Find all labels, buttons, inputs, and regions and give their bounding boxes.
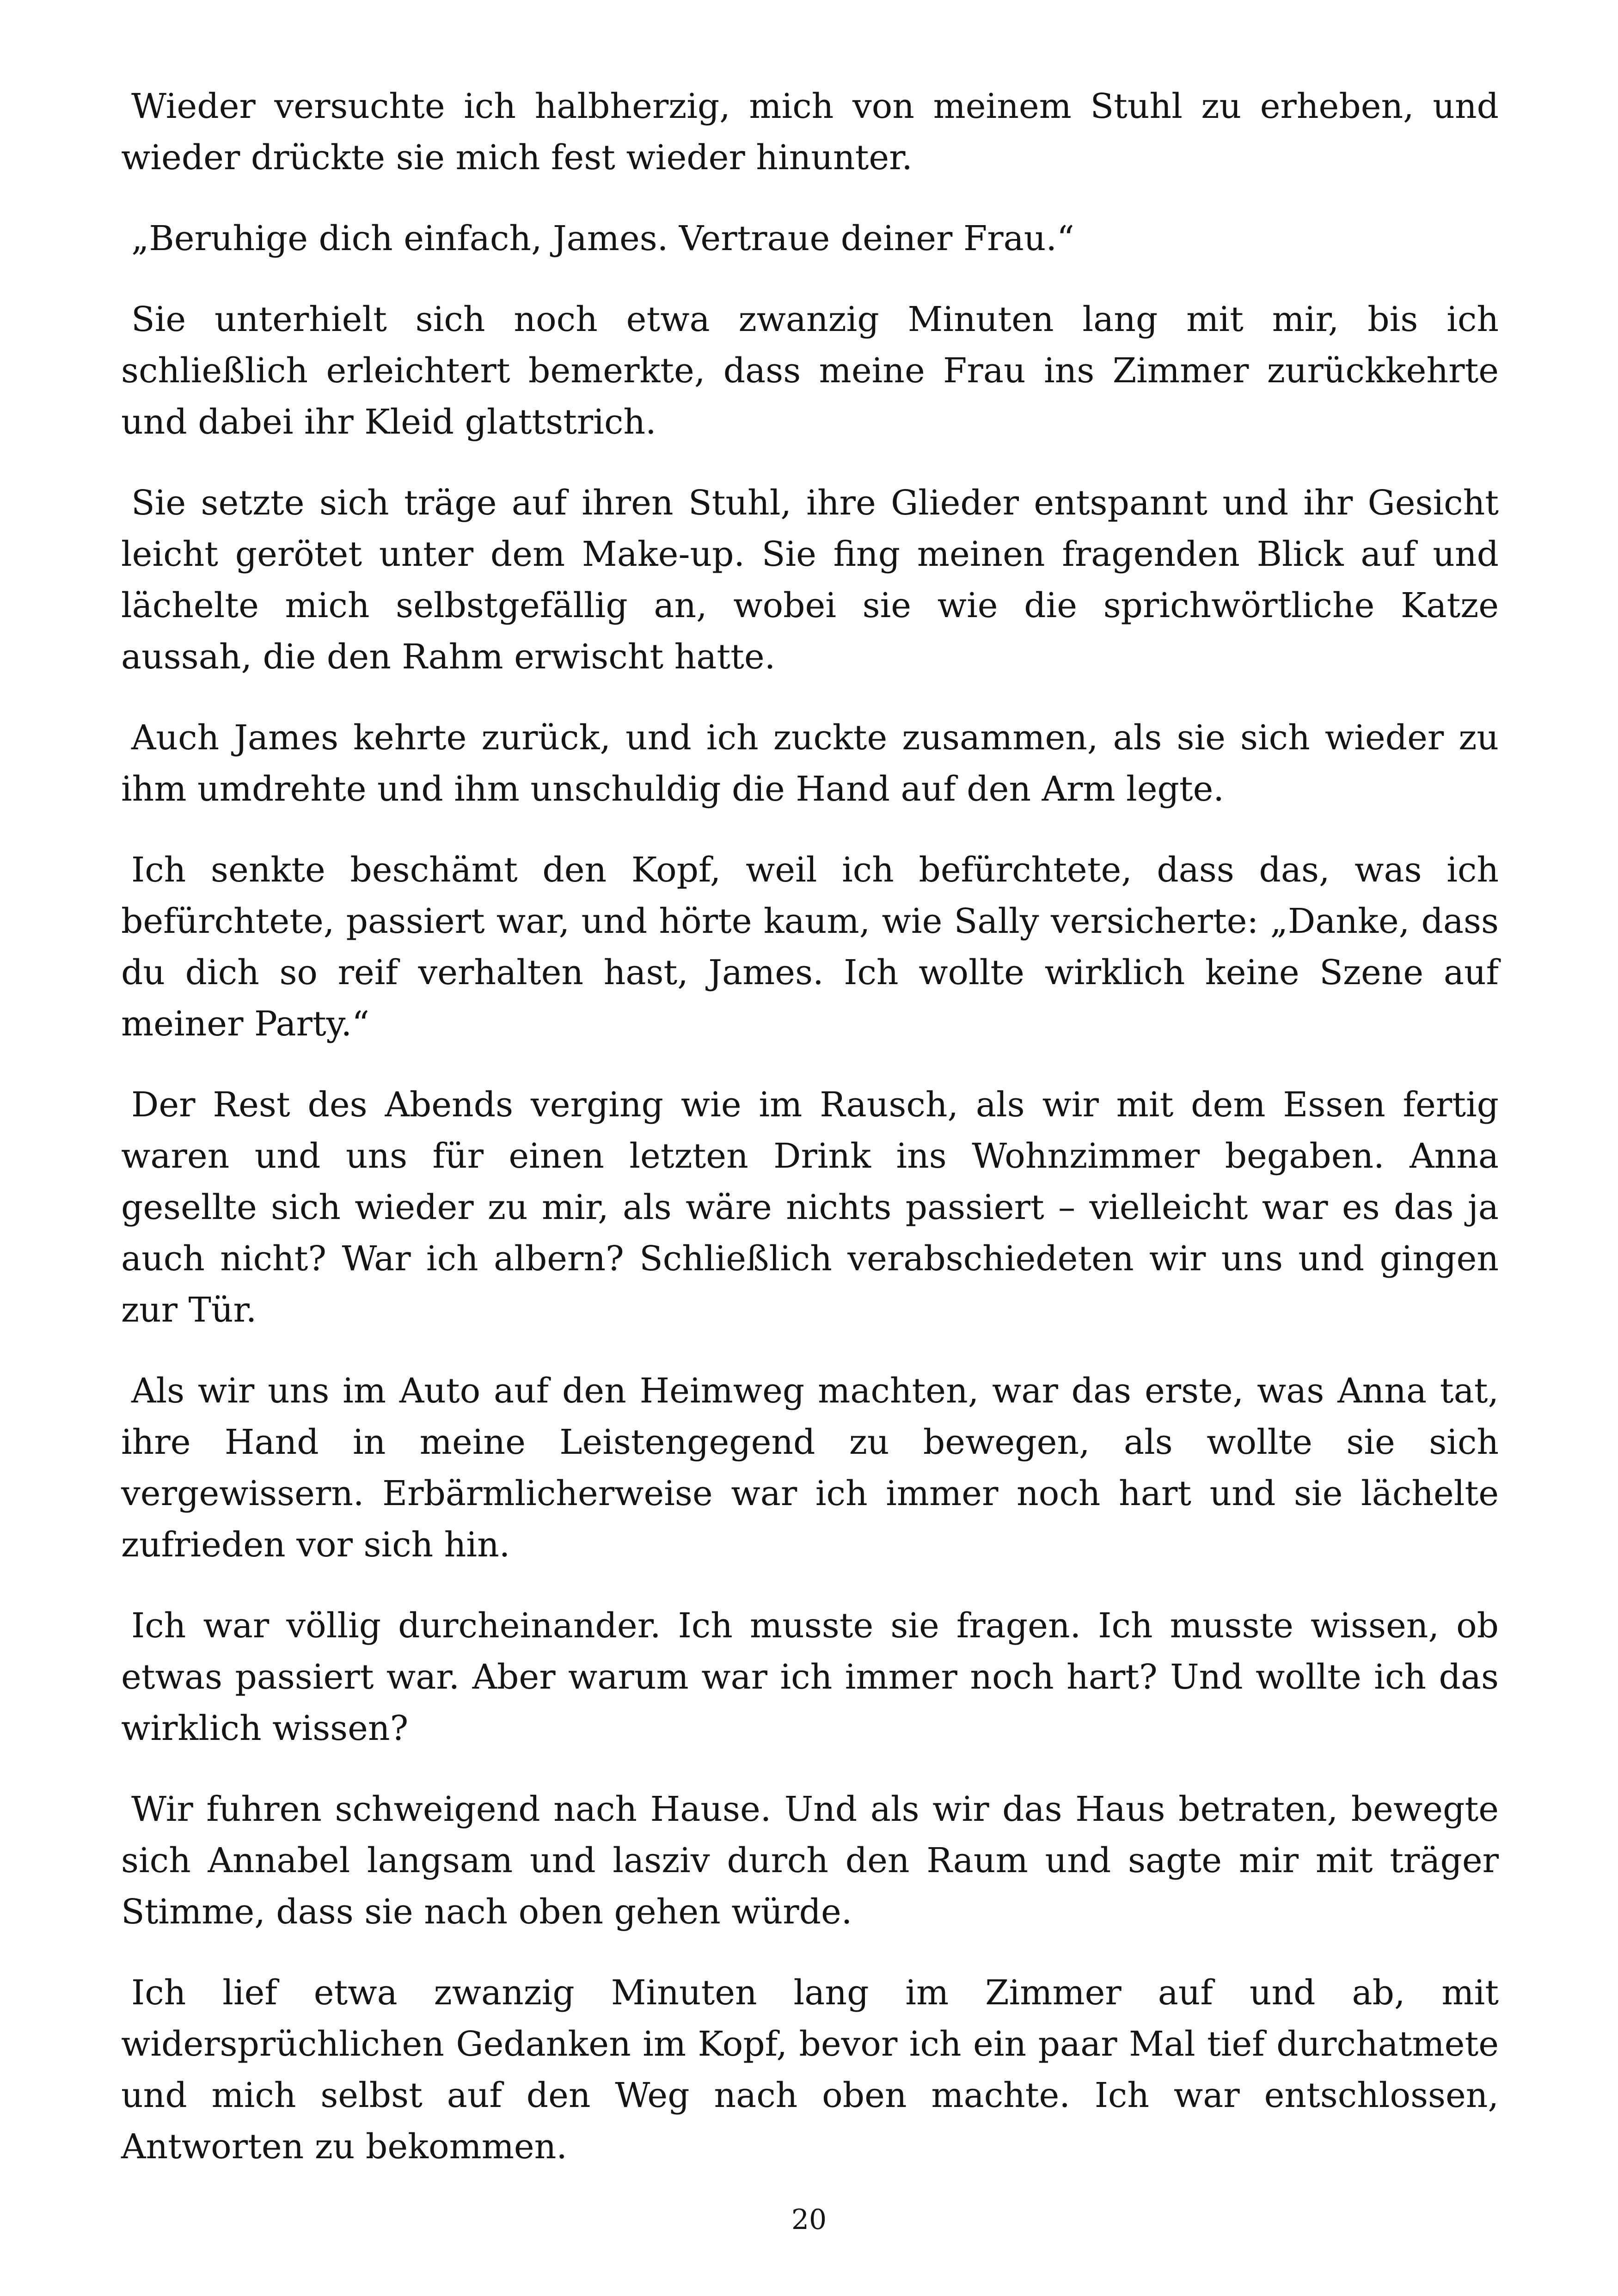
paragraph-4: Sie setzte sich träge auf ihren Stuhl, ihre Glieder entspannt und ihr Gesicht leicht gerötet unter dem Make-up. Sie fing meinen fragenden Blick auf und lächelte mich selbstgefällig an, wobei sie wie die sprichwörtliche Katze aussah, die den Rahm erwischt hatte. (121, 483, 1499, 677)
paragraph-10: Wir fuhren schweigend nach Hause. Und als wir das Haus betraten, bewegte sich Annabel langsam und lasziv durch den Raum und sagte mir mit träger Stimme, dass sie nach oben gehen würde. (121, 1789, 1499, 1932)
page-number: 20 (791, 2204, 827, 2236)
paragraph-5: Auch James kehrte zurück, und ich zuckte zusammen, als sie sich wieder zu ihm umdrehte und ihm unschuldig die Hand auf den Arm legte. (121, 718, 1499, 809)
paragraph-1: Wieder versuchte ich halbherzig, mich von meinem Stuhl zu erheben, und wieder drückte sie mich fest wieder hinunter. (121, 86, 1499, 178)
paragraph-6: Ich senkte beschämt den Kopf, weil ich befürchtete, dass das, was ich befürchtete, passiert war, und hörte kaum, wie Sally versicherte: „Danke, dass du dich so reif verhalten hast, James. Ich wollte wirklich keine Szene auf meiner Party.“ (121, 850, 1499, 1044)
page-body (121, 81, 1499, 2173)
paragraph-8: Als wir uns im Auto auf den Heimweg machten, war das erste, was Anna tat, ihre Hand in meine Leistengegend zu bewegen, als wollte sie sich vergewissern. Erbärmlicherweise war ich immer noch hart und sie lächelte zufrieden vor sich hin. (121, 1371, 1499, 1565)
paragraph-3: Sie unterhielt sich noch etwa zwanzig Minuten lang mit mir, bis ich schließlich erleichtert bemerkte, dass meine Frau ins Zimmer zurückkehrte und dabei ihr Kleid glattstrich. (121, 300, 1499, 442)
paragraph-9: Ich war völlig durcheinander. Ich musste sie fragen. Ich musste wissen, ob etwas passiert war. Aber warum war ich immer noch hart? Und wollte ich das wirklich wissen? (121, 1606, 1499, 1748)
paragraph-7: Der Rest des Abends verging wie im Rausch, als wir mit dem Essen fertig waren und uns für einen letzten Drink ins Wohnzimmer begaben. Anna gesellte sich wieder zu mir, als wäre nichts passiert – vielleicht war es das ja auch nicht? War ich albern? Schließlich verabschiedeten wir uns und gingen zur Tür. (121, 1085, 1499, 1330)
paragraph-11: Ich lief etwa zwanzig Minuten lang im Zimmer auf und ab, mit widersprüchlichen Gedanken im Kopf, bevor ich ein paar Mal tief durchatmete und mich selbst auf den Weg nach oben machte. Ich war entschlossen, Antworten zu bekommen. (121, 1973, 1499, 2167)
paragraph-2: „Beruhige dich einfach, James. Vertraue deiner Frau.“ (131, 219, 1074, 258)
